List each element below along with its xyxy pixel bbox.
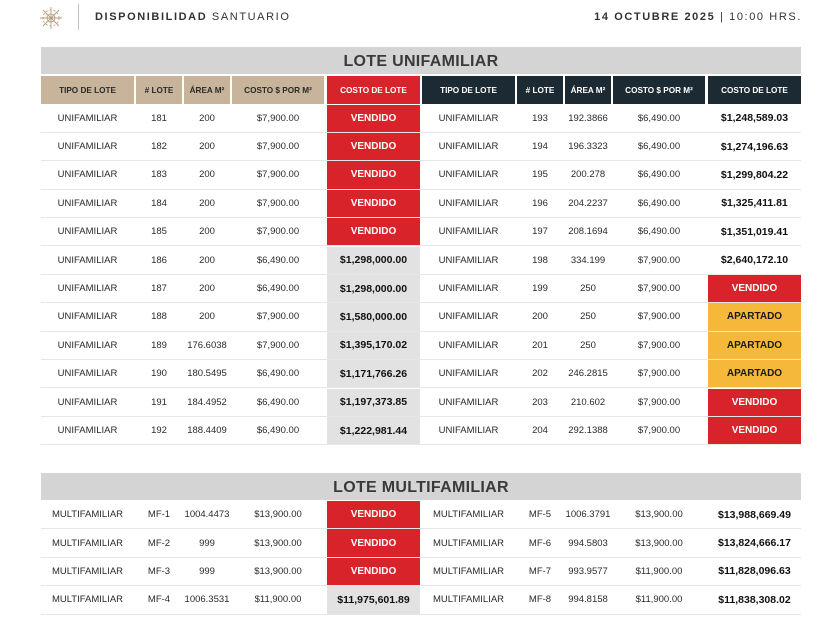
cell-area: 192.3866 xyxy=(568,112,608,124)
table-row xyxy=(41,133,801,161)
cell-lote: MF-6 xyxy=(528,537,552,549)
cell-costo-lote: VENDIDO xyxy=(327,529,420,556)
table-row xyxy=(41,161,801,189)
cell-tipo: UNIFAMILIAR xyxy=(57,311,118,323)
cell-lote: MF-8 xyxy=(528,594,552,606)
table-row xyxy=(41,586,801,614)
header-lote-left: # LOTE xyxy=(136,76,182,104)
cell-costo-m2: $6,490.00 xyxy=(637,197,681,209)
cell-tipo: UNIFAMILIAR xyxy=(438,112,499,124)
cell-costo-m2: $7,900.00 xyxy=(256,141,300,153)
cell-area: 334.199 xyxy=(570,254,606,266)
cell-costo-m2: $7,900.00 xyxy=(256,226,300,238)
cell-costo-m2: $6,490.00 xyxy=(637,112,681,124)
cell-area: 993.9577 xyxy=(568,565,608,577)
cell-costo-lote: $1,351,019.41 xyxy=(708,218,801,245)
cell-costo-lote: $11,975,601.89 xyxy=(327,586,420,613)
cell-costo-lote: $13,988,669.49 xyxy=(708,501,801,528)
cell-costo-m2: $6,490.00 xyxy=(256,425,300,437)
title-light: SANTUARIO xyxy=(211,11,291,23)
cell-costo-lote: $1,580,000.00 xyxy=(327,303,420,330)
cell-costo-lote: VENDIDO xyxy=(708,389,801,416)
cell-tipo: UNIFAMILIAR xyxy=(57,141,118,153)
cell-costo-lote: VENDIDO xyxy=(327,558,420,585)
cell-area: 200 xyxy=(199,112,215,124)
date-separator: | xyxy=(715,11,730,23)
cell-tipo: UNIFAMILIAR xyxy=(57,396,118,408)
cell-area: 1006.3531 xyxy=(184,594,230,606)
cell-area: 292.1388 xyxy=(568,425,608,437)
cell-tipo: MULTIFAMILIAR xyxy=(51,509,124,521)
table-row xyxy=(41,389,801,417)
santuario-logo-icon xyxy=(38,5,64,31)
cell-lote: 194 xyxy=(532,141,548,153)
header-area-right: ÁREA M² xyxy=(565,76,611,104)
cell-tipo: MULTIFAMILIAR xyxy=(432,537,505,549)
cell-tipo: UNIFAMILIAR xyxy=(57,112,118,124)
cell-costo-lote: VENDIDO xyxy=(708,275,801,302)
cell-area: 1004.4473 xyxy=(184,509,230,521)
header-costo-m2-left: COSTO $ POR M² xyxy=(232,76,324,104)
cell-tipo: MULTIFAMILIAR xyxy=(51,537,124,549)
multifamiliar-table xyxy=(41,501,801,615)
table-row xyxy=(41,190,801,218)
header-costo-lote-left: COSTO DE LOTE xyxy=(327,76,420,104)
cell-tipo: MULTIFAMILIAR xyxy=(432,565,505,577)
cell-lote: 184 xyxy=(151,197,167,209)
cell-costo-lote: $1,274,196.63 xyxy=(708,133,801,160)
table-row xyxy=(41,417,801,445)
cell-lote: 182 xyxy=(151,141,167,153)
cell-costo-m2: $6,490.00 xyxy=(637,226,681,238)
cell-lote: 186 xyxy=(151,254,167,266)
cell-costo-lote: VENDIDO xyxy=(327,218,420,245)
cell-costo-m2: $6,490.00 xyxy=(256,368,300,380)
cell-costo-lote: APARTADO xyxy=(708,303,801,330)
cell-costo-m2: $7,900.00 xyxy=(637,339,681,351)
cell-costo-m2: $7,900.00 xyxy=(637,283,681,295)
header-tipo-right: TIPO DE LOTE xyxy=(422,76,515,104)
cell-tipo: UNIFAMILIAR xyxy=(57,254,118,266)
cell-tipo: UNIFAMILIAR xyxy=(438,283,499,295)
cell-area: 204.2237 xyxy=(568,197,608,209)
cell-costo-m2: $11,900.00 xyxy=(254,594,302,606)
cell-area: 999 xyxy=(199,565,215,577)
cell-lote: 189 xyxy=(151,339,167,351)
cell-costo-m2: $6,490.00 xyxy=(256,254,300,266)
multifamiliar-section-title: LOTE MULTIFAMILIAR xyxy=(41,473,801,500)
cell-costo-lote: VENDIDO xyxy=(708,417,801,444)
cell-area: 200 xyxy=(199,169,215,181)
cell-area: 250 xyxy=(580,283,596,295)
cell-tipo: UNIFAMILIAR xyxy=(57,169,118,181)
cell-area: 196.3323 xyxy=(568,141,608,153)
cell-costo-m2: $6,490.00 xyxy=(256,396,300,408)
cell-costo-lote: VENDIDO xyxy=(327,133,420,160)
cell-tipo: UNIFAMILIAR xyxy=(438,254,499,266)
header-costo-m2-right: COSTO $ POR M² xyxy=(613,76,705,104)
table-row xyxy=(41,558,801,586)
cell-costo-m2: $13,900.00 xyxy=(635,509,683,521)
cell-costo-m2: $13,900.00 xyxy=(254,565,302,577)
cell-tipo: UNIFAMILIAR xyxy=(438,226,499,238)
table-row xyxy=(41,529,801,557)
cell-costo-m2: $7,900.00 xyxy=(637,254,681,266)
cell-costo-m2: $11,900.00 xyxy=(635,565,683,577)
cell-costo-m2: $7,900.00 xyxy=(637,311,681,323)
cell-lote: 193 xyxy=(532,112,548,124)
cell-costo-m2: $11,900.00 xyxy=(635,594,683,606)
cell-tipo: UNIFAMILIAR xyxy=(57,368,118,380)
table-row xyxy=(41,501,801,529)
cell-lote: 198 xyxy=(532,254,548,266)
cell-tipo: MULTIFAMILIAR xyxy=(432,594,505,606)
cell-costo-lote: APARTADO xyxy=(708,360,801,387)
cell-costo-m2: $6,490.00 xyxy=(637,141,681,153)
header-costo-lote-right: COSTO DE LOTE xyxy=(708,76,801,104)
cell-tipo: UNIFAMILIAR xyxy=(438,339,499,351)
cell-tipo: MULTIFAMILIAR xyxy=(51,565,124,577)
cell-area: 200.278 xyxy=(570,169,606,181)
cell-area: 208.1694 xyxy=(568,226,608,238)
cell-costo-lote: $2,640,172.10 xyxy=(708,247,801,274)
cell-lote: 197 xyxy=(532,226,548,238)
cell-area: 250 xyxy=(580,339,596,351)
cell-tipo: UNIFAMILIAR xyxy=(438,425,499,437)
table-row xyxy=(41,332,801,360)
cell-area: 994.8158 xyxy=(568,594,608,606)
cell-area: 200 xyxy=(199,141,215,153)
cell-lote: 199 xyxy=(532,283,548,295)
cell-area: 250 xyxy=(580,311,596,323)
cell-lote: 191 xyxy=(151,396,167,408)
cell-costo-lote: $1,299,804.22 xyxy=(708,161,801,188)
cell-costo-m2: $7,900.00 xyxy=(256,112,300,124)
cell-costo-lote: $1,197,373.85 xyxy=(327,389,420,416)
cell-tipo: UNIFAMILIAR xyxy=(438,368,499,380)
cell-costo-m2: $13,900.00 xyxy=(254,509,302,521)
cell-lote: 185 xyxy=(151,226,167,238)
cell-costo-m2: $6,490.00 xyxy=(637,169,681,181)
cell-costo-lote: $13,824,666.17 xyxy=(708,529,801,556)
cell-lote: MF-1 xyxy=(147,509,171,521)
cell-tipo: UNIFAMILIAR xyxy=(438,169,499,181)
date-time xyxy=(594,11,802,23)
cell-costo-m2: $13,900.00 xyxy=(635,537,683,549)
table-row xyxy=(41,247,801,275)
cell-costo-m2: $7,900.00 xyxy=(637,425,681,437)
cell-area: 188.4409 xyxy=(187,425,227,437)
cell-area: 999 xyxy=(199,537,215,549)
cell-area: 210.602 xyxy=(570,396,606,408)
cell-area: 1006.3791 xyxy=(565,509,611,521)
title-strong: DISPONIBILIDAD xyxy=(95,11,208,23)
cell-lote: 192 xyxy=(151,425,167,437)
cell-lote: MF-5 xyxy=(528,509,552,521)
cell-costo-m2: $7,900.00 xyxy=(256,197,300,209)
cell-area: 180.5495 xyxy=(187,368,227,380)
cell-costo-lote: $1,222,981.44 xyxy=(327,417,420,444)
cell-tipo: UNIFAMILIAR xyxy=(57,425,118,437)
cell-costo-lote: $1,248,589.03 xyxy=(708,105,801,132)
cell-lote: 188 xyxy=(151,311,167,323)
cell-area: 200 xyxy=(199,254,215,266)
cell-costo-lote: $1,298,000.00 xyxy=(327,275,420,302)
cell-lote: MF-7 xyxy=(528,565,552,577)
cell-lote: 195 xyxy=(532,169,548,181)
cell-costo-lote: $1,298,000.00 xyxy=(327,247,420,274)
cell-costo-m2: $6,490.00 xyxy=(256,283,300,295)
cell-tipo: UNIFAMILIAR xyxy=(438,311,499,323)
cell-lote: 181 xyxy=(151,112,167,124)
cell-costo-lote: $11,838,308.02 xyxy=(708,586,801,613)
cell-costo-lote: $1,171,766.26 xyxy=(327,360,420,387)
table-row xyxy=(41,303,801,331)
cell-lote: 200 xyxy=(532,311,548,323)
cell-tipo: UNIFAMILIAR xyxy=(57,339,118,351)
cell-costo-lote: $1,325,411.81 xyxy=(708,190,801,217)
cell-tipo: UNIFAMILIAR xyxy=(438,197,499,209)
cell-lote: 202 xyxy=(532,368,548,380)
cell-costo-m2: $7,900.00 xyxy=(256,169,300,181)
page-header xyxy=(0,0,840,34)
cell-tipo: MULTIFAMILIAR xyxy=(432,509,505,521)
cell-tipo: UNIFAMILIAR xyxy=(57,197,118,209)
table-row xyxy=(41,275,801,303)
cell-area: 184.4952 xyxy=(187,396,227,408)
header-lote-right: # LOTE xyxy=(517,76,563,104)
cell-costo-lote: VENDIDO xyxy=(327,161,420,188)
cell-area: 176.6038 xyxy=(187,339,227,351)
cell-tipo: UNIFAMILIAR xyxy=(438,141,499,153)
cell-area: 200 xyxy=(199,311,215,323)
cell-costo-lote: $1,395,170.02 xyxy=(327,332,420,359)
cell-lote: MF-3 xyxy=(147,565,171,577)
cell-lote: 204 xyxy=(532,425,548,437)
cell-lote: 187 xyxy=(151,283,167,295)
cell-area: 200 xyxy=(199,197,215,209)
header-area-left: ÁREA M² xyxy=(184,76,230,104)
cell-area: 200 xyxy=(199,283,215,295)
table-row xyxy=(41,218,801,246)
cell-area: 994.5803 xyxy=(568,537,608,549)
cell-lote: 203 xyxy=(532,396,548,408)
cell-lote: MF-4 xyxy=(147,594,171,606)
cell-tipo: UNIFAMILIAR xyxy=(438,396,499,408)
page-title xyxy=(95,11,290,23)
cell-lote: 183 xyxy=(151,169,167,181)
header-tipo-left: TIPO DE LOTE xyxy=(41,76,134,104)
cell-costo-m2: $7,900.00 xyxy=(637,396,681,408)
cell-costo-lote: VENDIDO xyxy=(327,501,420,528)
unifamiliar-section-title: LOTE UNIFAMILIAR xyxy=(41,47,801,74)
cell-costo-m2: $13,900.00 xyxy=(254,537,302,549)
cell-costo-lote: VENDIDO xyxy=(327,190,420,217)
cell-lote: 196 xyxy=(532,197,548,209)
cell-tipo: UNIFAMILIAR xyxy=(57,226,118,238)
cell-tipo: MULTIFAMILIAR xyxy=(51,594,124,606)
unifamiliar-header-row xyxy=(41,76,801,104)
unifamiliar-table xyxy=(41,76,801,446)
cell-costo-lote: VENDIDO xyxy=(327,105,420,132)
cell-costo-m2: $7,900.00 xyxy=(256,339,300,351)
cell-costo-m2: $7,900.00 xyxy=(256,311,300,323)
cell-lote: 190 xyxy=(151,368,167,380)
table-row xyxy=(41,105,801,133)
header-divider xyxy=(78,4,79,30)
date: 14 OCTUBRE 2025 xyxy=(594,11,716,23)
cell-costo-m2: $7,900.00 xyxy=(637,368,681,380)
time: 10:00 HRS. xyxy=(729,11,802,23)
cell-lote: MF-2 xyxy=(147,537,171,549)
cell-costo-lote: $11,828,096.63 xyxy=(708,558,801,585)
cell-costo-lote: APARTADO xyxy=(708,332,801,359)
cell-area: 246.2815 xyxy=(568,368,608,380)
table-row xyxy=(41,360,801,388)
cell-lote: 201 xyxy=(532,339,548,351)
cell-area: 200 xyxy=(199,226,215,238)
cell-tipo: UNIFAMILIAR xyxy=(57,283,118,295)
